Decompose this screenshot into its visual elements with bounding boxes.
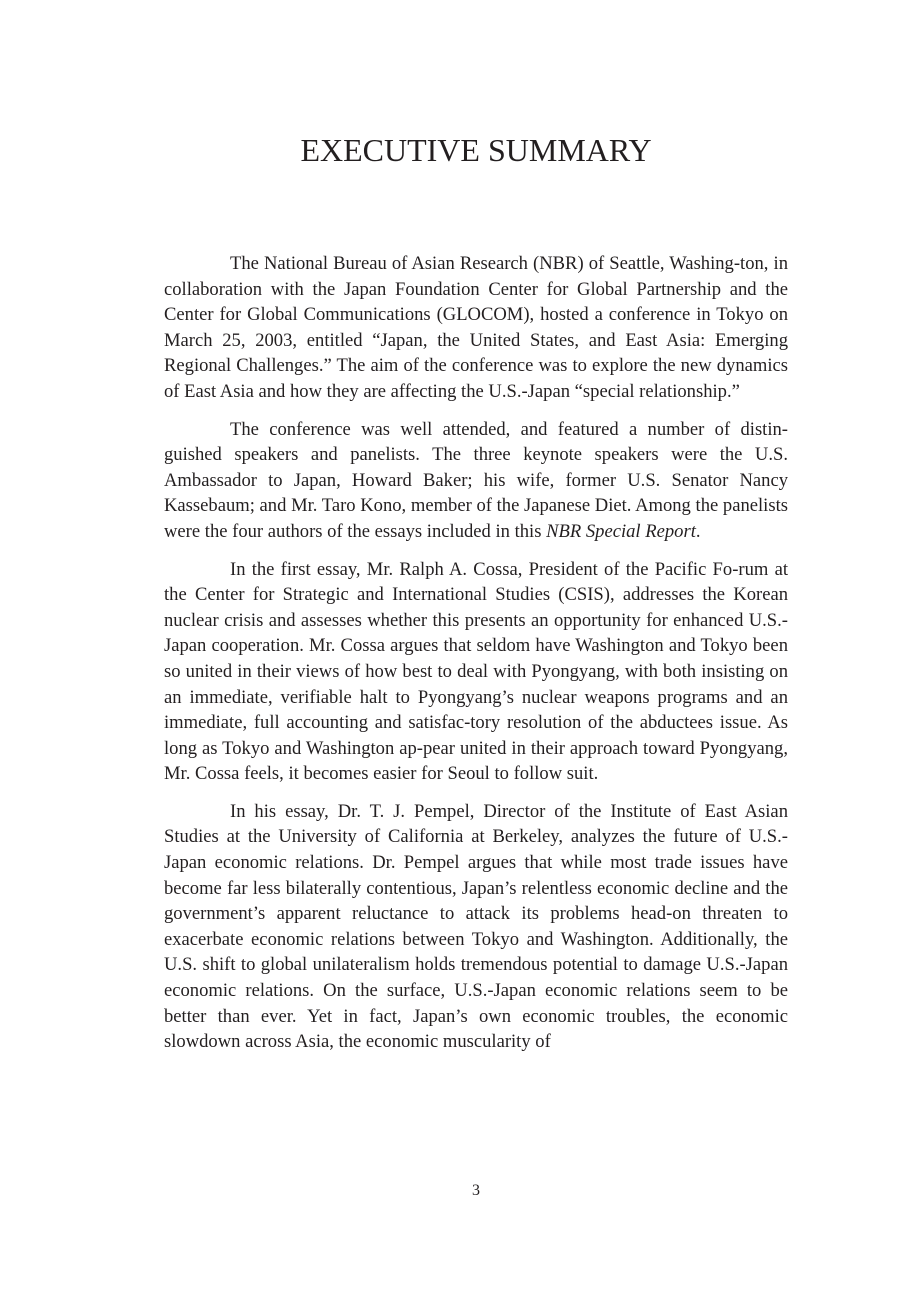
body-text [164,251,788,1067]
page-title: EXECUTIVE SUMMARY [300,132,652,168]
paragraph-2-text: The conference was well attended, and featured a number of distin-guished speakers and panelists. The three keynote speakers were the U.S. Ambassador to Japan, Howard Baker; his wife, former U.S. Senator Nancy Kassebaum; and Mr. Taro Kono, member of the Japanese Diet. Among the panelists were the four authors of the essays included in this [164,418,788,542]
page-number: 3 [472,1182,480,1199]
paragraph-2-end: . [695,520,701,542]
paragraph-4: In his essay, Dr. T. J. Pempel, Director of the Institute of East Asian Studies at the University of California at Berkeley, analyzes the future of U.S.-Japan economic relations. Dr. Pempel argues that while most trade issues have become far less bilaterally contentious, Japan’s relentless economic decline and the government’s apparent reluctance to attack its problems head-on threaten to exacerbate economic relations between Tokyo and Washington. Additionally, the U.S. shift to global unilateralism holds tremendous potential to damage U.S.-Japan economic relations. On the surface, U.S.-Japan economic relations seem to be better than ever. Yet in fact, Japan’s own economic troubles, the economic slowdown across Asia, the economic muscularity of [164,800,788,1053]
report-title-italic: NBR Special Report [546,520,696,542]
paragraph-1: The National Bureau of Asian Research (NBR) of Seattle, Washing-ton, in collaboration with the Japan Foundation Center for Global Partnership and the Center for Global Communications (GLOCOM), hosted a conference in Tokyo on March 25, 2003, entitled “Japan, the United States, and East Asia: Emerging Regional Challenges.” The aim of the conference was to explore the new dynamics of East Asia and how they are affecting the U.S.-Japan “special relationship.” [164,253,788,402]
paragraph-2 [164,417,788,545]
paragraph-3: In the first essay, Mr. Ralph A. Cossa, President of the Pacific Fo-rum at the Center for Strategic and International Studies (CSIS), addresses the Korean nuclear crisis and assesses whether this presents an opportunity for enhanced U.S.-Japan cooperation. Mr. Cossa argues that seldom have Washington and Tokyo been so united in their views of how best to deal with Pyongyang, with both insisting on an immediate, verifiable halt to Pyongyang’s nuclear weapons programs and an immediate, full accounting and satisfac-tory resolution of the abductees issue. As long as Tokyo and Washington ap-pear united in their approach toward Pyongyang, Mr. Cossa feels, it becomes easier for Seoul to follow suit. [164,558,788,785]
